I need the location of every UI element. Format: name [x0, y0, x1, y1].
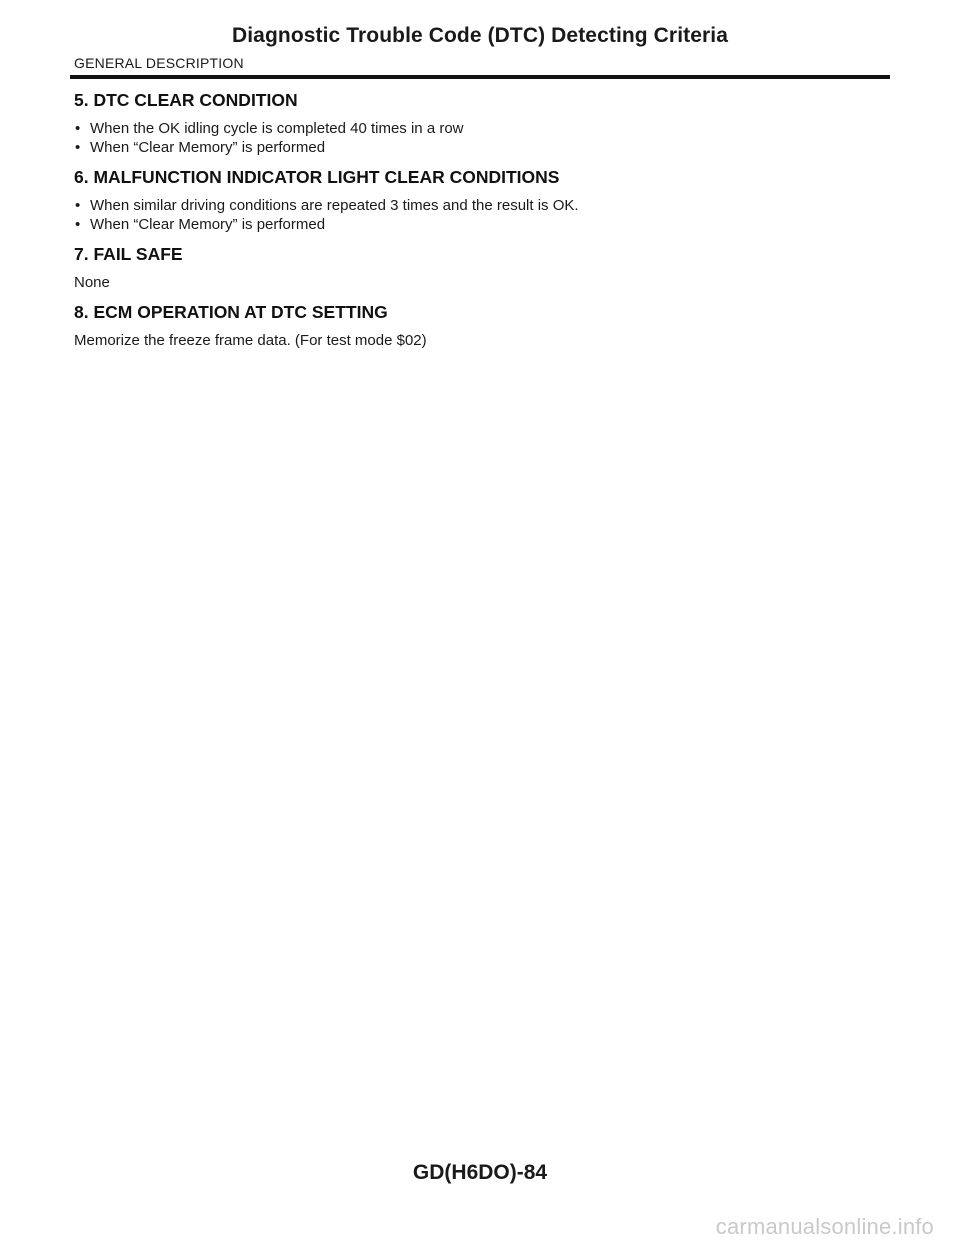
section-text: Memorize the freeze frame data. (For test mode $02): [74, 332, 427, 349]
section-ecm-operation: [74, 301, 894, 350]
document-body: [74, 89, 894, 350]
page-title: Diagnostic Trouble Code (DTC) Detecting Criteria: [231, 24, 728, 47]
list-item: • When the OK idling cycle is completed 40 times in a row: [75, 120, 464, 137]
section-dtc-clear-condition: [74, 89, 894, 157]
list-item: • When “Clear Memory” is performed: [75, 139, 326, 156]
list-item: • When similar driving conditions are repeated 3 times and the result is OK.: [75, 197, 579, 214]
list-item: • When “Clear Memory” is performed: [75, 216, 326, 233]
bullet-list: [74, 119, 894, 157]
section-heading: 6. MALFUNCTION INDICATOR LIGHT CLEAR CONDITIONS: [74, 167, 560, 187]
bullet-list: [74, 196, 894, 234]
section-heading: 5. DTC CLEAR CONDITION: [74, 90, 298, 110]
watermark: carmanualsonline.info: [715, 1214, 934, 1239]
bullet-icon: •: [75, 216, 81, 233]
section-heading: 7. FAIL SAFE: [74, 244, 183, 264]
section-fail-safe: [74, 243, 894, 292]
bullet-icon: •: [75, 197, 81, 214]
section-mil-clear-conditions: [74, 166, 894, 234]
section-text: None: [74, 274, 110, 291]
section-label: GENERAL DESCRIPTION: [74, 55, 244, 71]
bullet-icon: •: [75, 120, 81, 137]
page-number: GD(H6DO)-84: [412, 1161, 548, 1184]
header-divider: [70, 75, 890, 79]
section-heading: 8. ECM OPERATION AT DTC SETTING: [74, 302, 388, 322]
bullet-icon: •: [75, 139, 81, 156]
